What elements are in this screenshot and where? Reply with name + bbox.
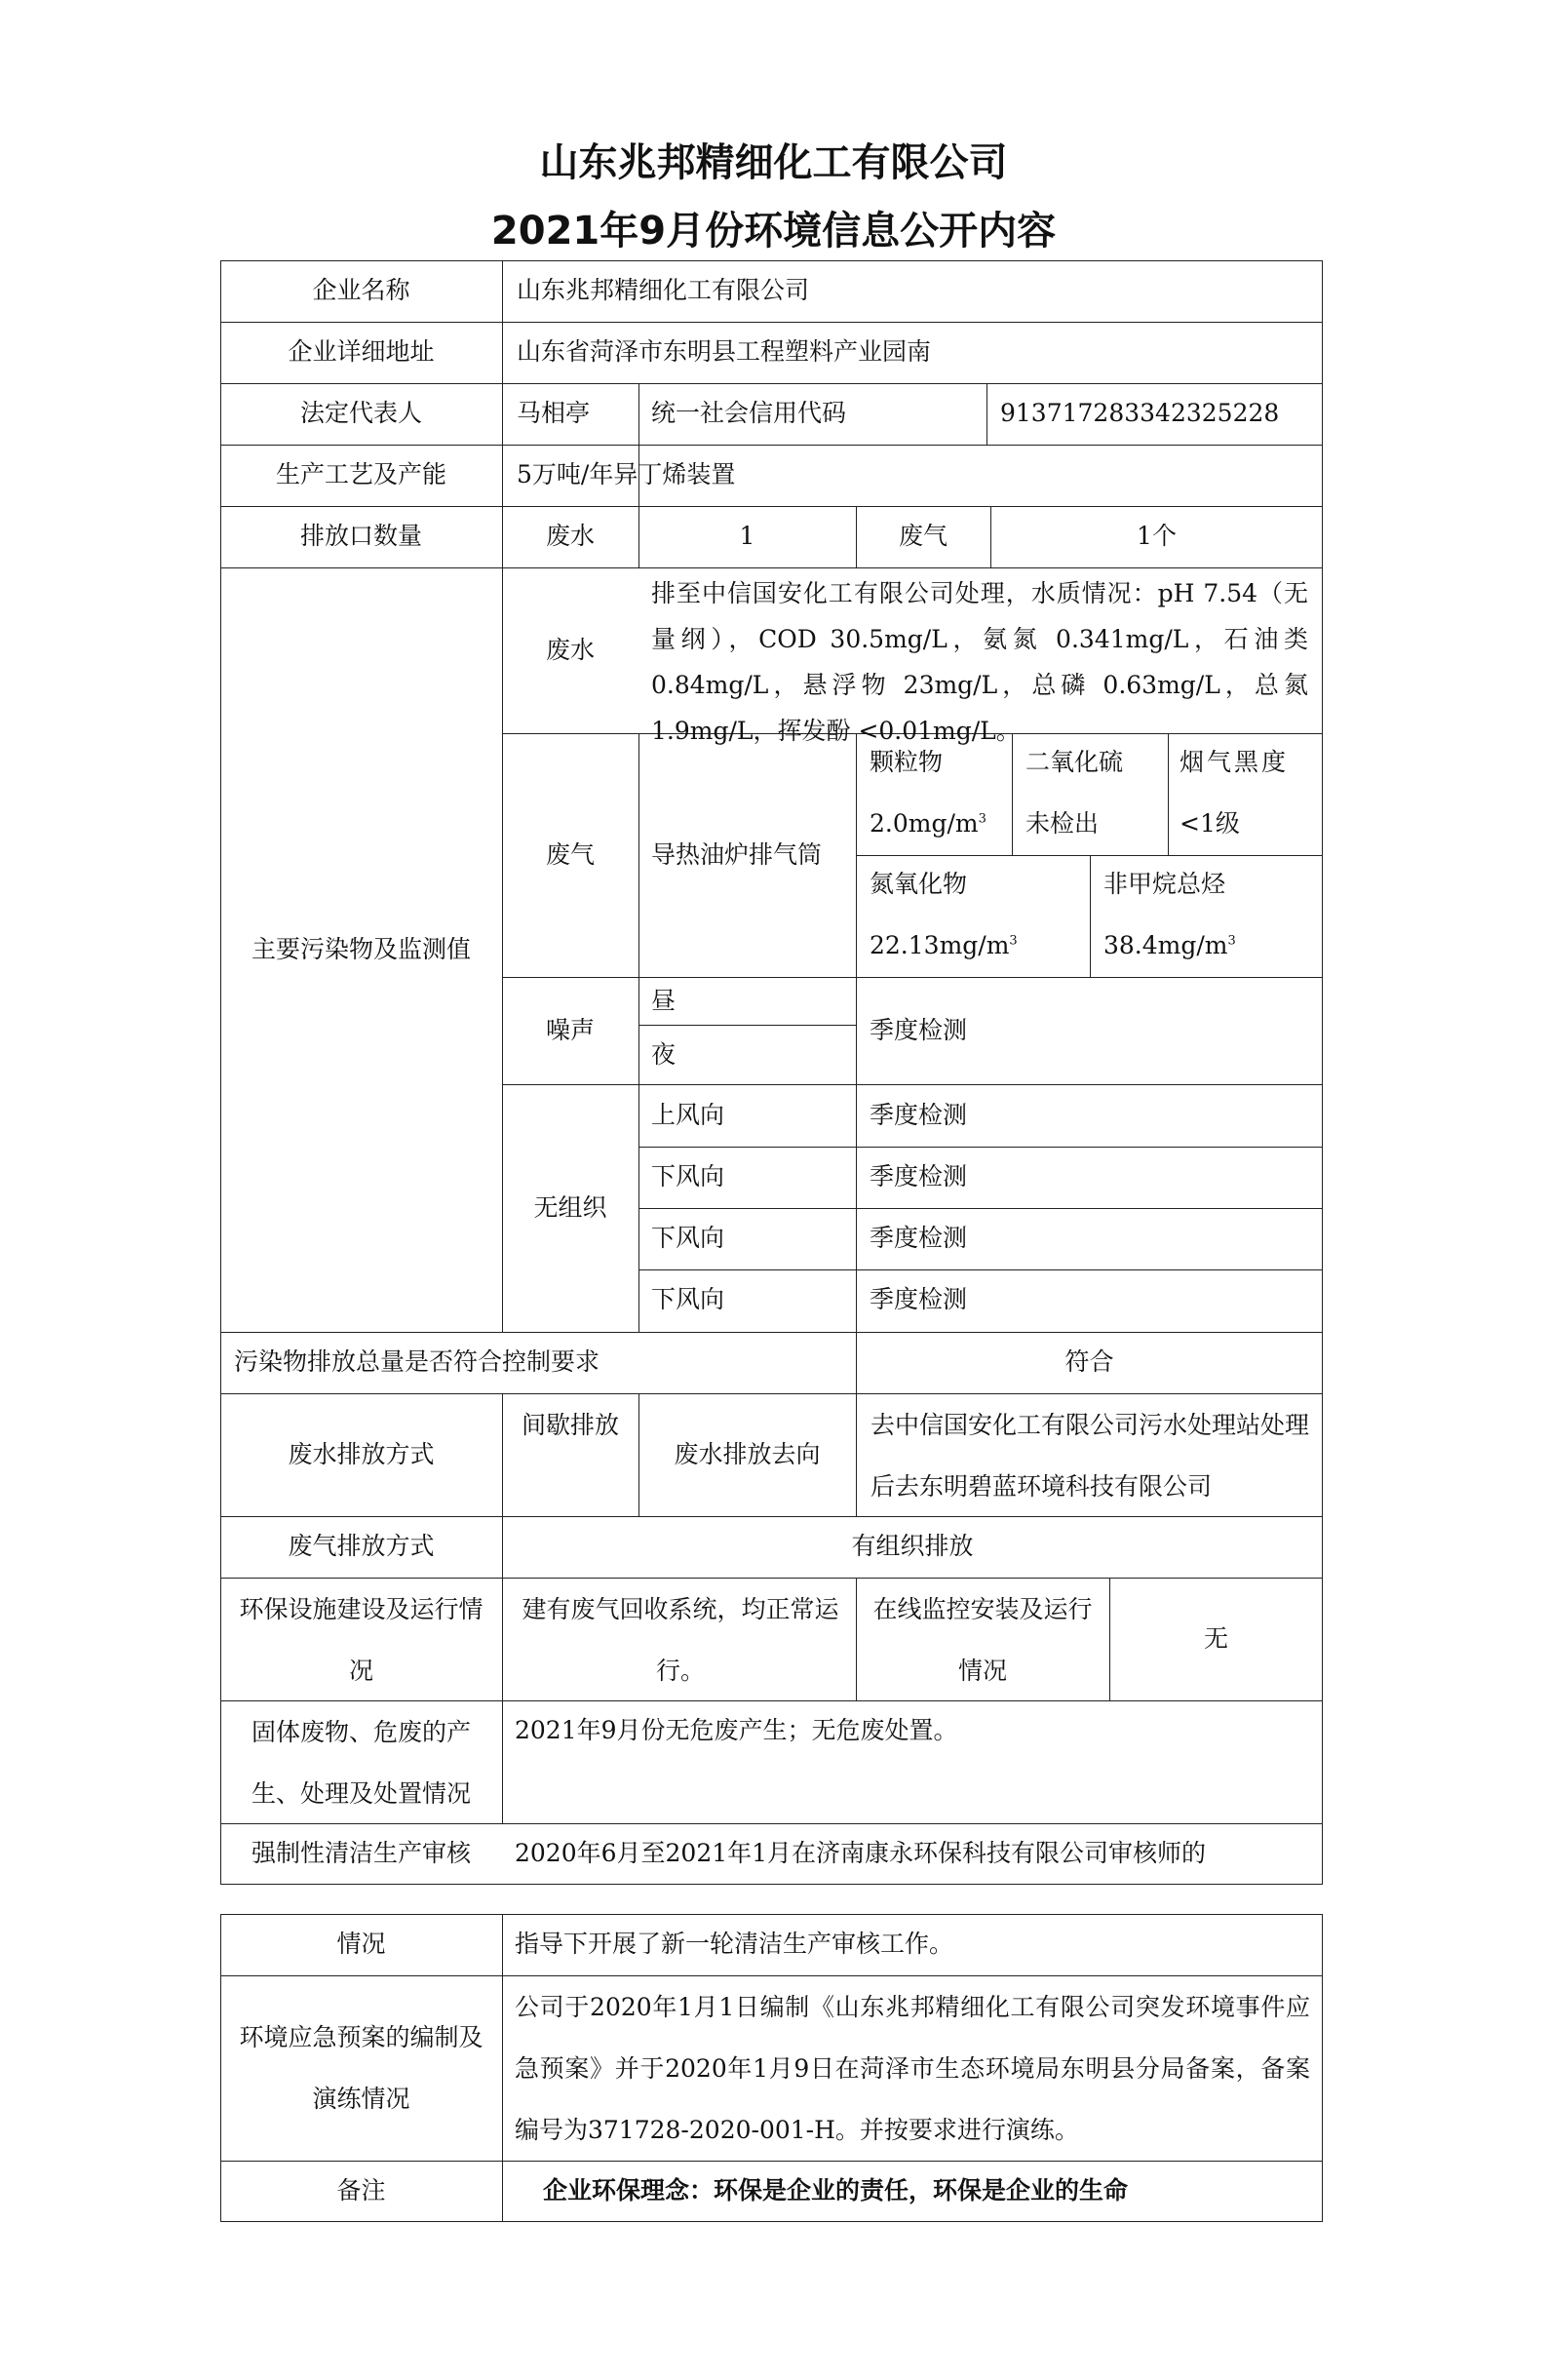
company-name-label: 企业名称 — [312, 276, 410, 304]
solid-waste-label: 固体废物、危废的产生、处理及处置情况 — [251, 1718, 471, 1808]
audit-label: 强制性清洁生产审核 — [251, 1839, 471, 1867]
solid-waste-value: 2021年9月份无危废产生；无危废处置。 — [515, 1716, 958, 1744]
water-discharge-label: 废水排放方式 — [288, 1440, 435, 1468]
legal-rep-value: 马相亭 — [517, 399, 591, 427]
company-name-value: 山东兆邦精细化工有限公司 — [517, 276, 810, 304]
audit-value-cont: 指导下开展了新一轮清洁生产审核工作。 — [515, 1930, 954, 1958]
smoke-value: <1级 — [1180, 809, 1240, 838]
fugitive-value: 季度检测 — [870, 1285, 968, 1313]
nmhc-value: $38.4mg/m^3$ — [1103, 931, 1236, 959]
pm-label: 颗粒物 — [870, 748, 944, 776]
total-compliance-label: 污染物排放总量是否符合控制要求 — [234, 1347, 600, 1376]
audit-label-cont: 情况 — [336, 1930, 386, 1958]
facility-value: 建有废气回收系统，均正常运行。 — [522, 1595, 839, 1685]
fugitive-value: 季度检测 — [870, 1162, 968, 1190]
nox-label: 氮氧化物 — [870, 870, 968, 898]
noise-night-label: 夜 — [651, 1040, 677, 1069]
emergency-value: 公司于2020年1月1日编制《山东兆邦精细化工有限公司突发环境事件应急预案》并于2020年1月9日在菏泽市生态环境局东明县分局备案，备案编号为371728-2020-001-H。并按要求进行演练。 — [515, 1993, 1310, 2144]
so2-label: 二氧化硫 — [1025, 748, 1124, 776]
online-monitor-label: 在线监控安装及运行情况 — [872, 1595, 1093, 1685]
noise-value: 季度检测 — [870, 1016, 968, 1044]
credit-code-value: 913717283342325228 — [1000, 399, 1280, 427]
fugitive-value: 季度检测 — [870, 1224, 968, 1252]
water-discharge-dest-label: 废水排放去向 — [674, 1440, 821, 1468]
smoke-label: 烟气黑度 — [1180, 748, 1290, 776]
pollutant-gas-label: 废气 — [545, 840, 595, 869]
nmhc-label: 非甲烷总烃 — [1103, 870, 1226, 898]
pollutant-water-label: 废水 — [545, 636, 595, 664]
total-compliance-value: 符合 — [1064, 1347, 1114, 1376]
noise-label: 噪声 — [545, 1016, 595, 1044]
credit-code-label: 统一社会信用代码 — [651, 399, 847, 427]
fugitive-label: 无组织 — [533, 1193, 607, 1222]
outlets-water-value: 1 — [739, 522, 755, 550]
process-value: 5万吨/年异丁烯装置 — [517, 460, 736, 488]
process-label: 生产工艺及产能 — [275, 460, 446, 488]
audit-value: 2020年6月至2021年1月在济南康永环保科技有限公司审核师的 — [515, 1839, 1207, 1867]
legal-rep-label: 法定代表人 — [299, 399, 422, 427]
gas-discharge-value: 有组织排放 — [851, 1532, 974, 1560]
gas-source: 导热油炉排气筒 — [651, 840, 823, 869]
online-monitor-value: 无 — [1203, 1624, 1228, 1653]
outlets-gas-label: 废气 — [898, 522, 948, 550]
water-discharge-mode: 间歇排放 — [522, 1411, 620, 1439]
fugitive-dir: 下风向 — [651, 1224, 725, 1252]
facility-label: 环保设施建设及运行情况 — [239, 1595, 483, 1685]
fugitive-dir: 上风向 — [651, 1101, 725, 1129]
fugitive-dir: 下风向 — [651, 1285, 725, 1313]
page-title: 山东兆邦精细化工有限公司 — [539, 140, 1008, 185]
water-discharge-dest-value: 去中信国安化工有限公司污水处理站处理后去东明碧蓝环境科技有限公司 — [870, 1411, 1310, 1501]
so2-value: 未检出 — [1025, 809, 1100, 838]
outlets-label: 排放口数量 — [299, 522, 422, 550]
fugitive-value: 季度检测 — [870, 1101, 968, 1129]
fugitive-dir: 下风向 — [651, 1162, 725, 1190]
pollutants-label: 主要污染物及监测值 — [251, 935, 471, 963]
pm-value: $2.0mg/m^3$ — [870, 809, 986, 838]
gas-discharge-label: 废气排放方式 — [288, 1532, 435, 1560]
noise-day-label: 昼 — [651, 987, 677, 1015]
address-value: 山东省菏泽市东明县工程塑料产业园南 — [517, 337, 932, 366]
page-subtitle: 2021年9月份环境信息公开内容 — [490, 209, 1057, 254]
address-label: 企业详细地址 — [288, 337, 435, 366]
remarks-value: 企业环保理念：环保是企业的责任，环保是企业的生命 — [543, 2176, 1129, 2204]
nox-value: $22.13mg/m^3$ — [870, 931, 1018, 959]
outlets-water-label: 废水 — [545, 522, 595, 550]
remarks-label: 备注 — [336, 2176, 386, 2204]
emergency-label: 环境应急预案的编制及演练情况 — [239, 2023, 483, 2113]
pollutant-water-text: 排至中信国安化工有限公司处理，水质情况：pH 7.54（无量纲），COD 30.5mg/L，氨氮 0.341mg/L，石油类 0.84mg/L，悬浮物 23mg/L，总磷 0.63mg/L，总氮 1.9mg/L，挥发酚 <0.01mg/L。 — [651, 579, 1308, 745]
outlets-gas-value: 1个 — [1137, 522, 1177, 550]
